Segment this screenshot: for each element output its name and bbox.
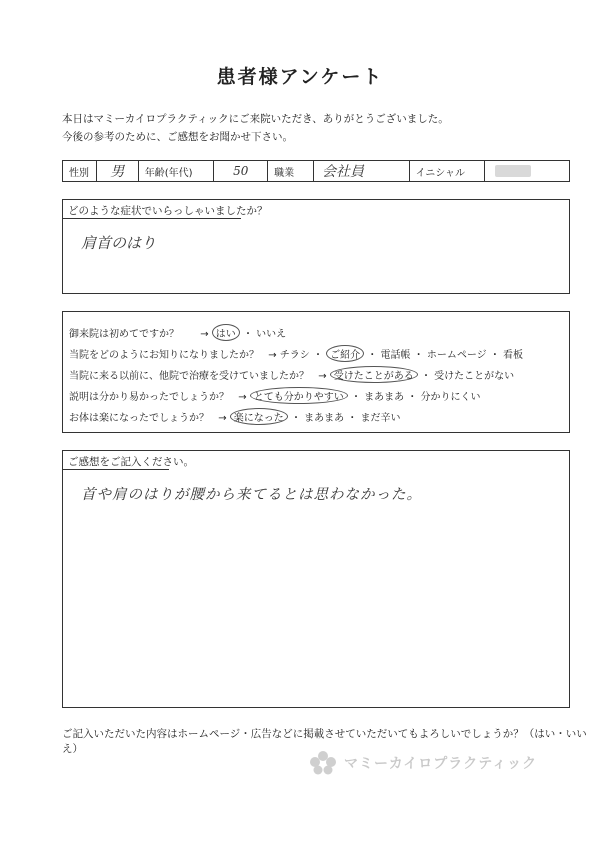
q4-option-very-clear: とても分かりやすい <box>250 387 348 404</box>
survey-q1: 御来院は初めてですか？ → はい ・ いいえ <box>69 324 286 341</box>
survey-q2: 当院をどのようにお知りになりましたか？ → チラシ ・ ご紹介 ・ 電話帳 ・ ホームページ ・ 看板 <box>69 345 523 362</box>
patient-info-row <box>62 160 570 182</box>
q5-option-relieved: 楽になった <box>230 408 288 425</box>
q1-option-yes: はい <box>212 324 240 341</box>
gender-value: 男 <box>97 161 139 181</box>
comments-divider <box>63 469 169 470</box>
initial-value <box>485 161 569 181</box>
comments-header: ご感想をご記入ください。 <box>68 456 194 468</box>
q3-option-received: 受けたことがある <box>330 366 418 383</box>
survey-q5: お体は楽になったでしょうか？ → 楽になった ・ まあまあ ・ まだ辛い <box>69 408 400 425</box>
initial-label: イニシャル <box>410 161 486 181</box>
age-label: 年齢(年代) <box>139 161 215 181</box>
symptoms-box <box>62 199 570 294</box>
flower-logo-icon <box>308 750 338 776</box>
symptoms-question: どのような症状でいらっしゃいましたか？ <box>68 205 268 217</box>
intro-line-1: 本日はマミーカイロプラクティックにご来院いただき、ありがとうございました。 <box>62 113 449 125</box>
intro-line-2: 今後の参考のために、ご感想をお聞かせ下さい。 <box>62 131 293 143</box>
survey-q4: 説明は分かり易かったでしょうか？ → とても分かりやすい ・ まあまあ ・ 分かりにくい <box>69 387 480 404</box>
comments-answer: 首や肩のはりが腰から来てるとは思わなかった。 <box>81 487 422 503</box>
page-title: 患者様アンケート <box>216 66 384 88</box>
age-value: 50 <box>214 161 268 181</box>
q1-option-no: いいえ <box>256 329 287 340</box>
symptoms-divider <box>63 218 241 219</box>
logo-text: マミーカイロプラクティック <box>344 756 538 772</box>
consent-question: ご記入いただいた内容はホームページ・広告などに掲載させていただいてもよろしいでしょうか？（はい・いいえ） <box>62 728 587 755</box>
gender-label: 性別 <box>63 161 97 181</box>
comments-box <box>62 450 570 708</box>
job-label: 職業 <box>268 161 314 181</box>
q2-option-referral: ご紹介 <box>326 345 364 362</box>
survey-q3: 当院に来る以前に、他院で治療を受けていましたか？ → 受けたことがある ・ 受けたことがない <box>69 366 514 383</box>
job-value: 会社員 <box>314 161 410 181</box>
survey-box <box>62 311 570 433</box>
clinic-logo <box>308 750 537 776</box>
redacted-initial <box>495 165 531 177</box>
symptoms-answer: 肩首のはり <box>81 234 157 252</box>
